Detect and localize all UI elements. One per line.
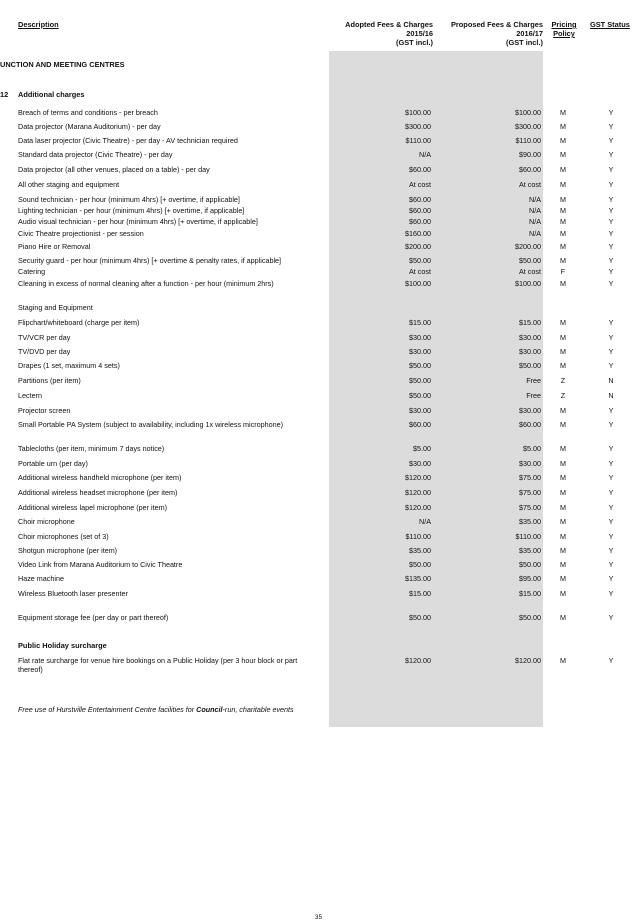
- table-row: [0, 108, 637, 118]
- gst-status: Y: [608, 546, 614, 555]
- proposed-fee: N/A: [529, 229, 541, 238]
- table-row: [0, 347, 637, 357]
- fee-description: Tablecloths (per item, minimum 7 days notice): [18, 444, 165, 453]
- table-row: [0, 180, 637, 190]
- gst-status: Y: [608, 333, 614, 342]
- adopted-fee: N/A: [419, 150, 431, 159]
- proposed-fee: N/A: [529, 217, 541, 226]
- gst-status: Y: [608, 589, 614, 598]
- pricing-policy: M: [560, 560, 566, 569]
- adopted-fee: At cost: [409, 267, 431, 276]
- fee-description: Piano Hire or Removal: [18, 242, 91, 251]
- table-row: [0, 503, 637, 513]
- proposed-fee: N/A: [529, 206, 541, 215]
- table-row: [0, 546, 637, 556]
- adopted-fee: $120.00: [405, 473, 431, 482]
- adopted-fee: $100.00: [405, 108, 431, 117]
- gst-status: Y: [608, 459, 614, 468]
- gst-status: Y: [608, 420, 614, 429]
- proposed-fee: $30.00: [519, 406, 541, 415]
- adopted-fee: $30.00: [409, 333, 431, 342]
- header-proposed-fees: Proposed Fees & Charges 2016/17 (GST incl.): [450, 20, 543, 47]
- pricing-policy: Z: [560, 391, 566, 400]
- proposed-fee: $50.00: [519, 613, 541, 622]
- table-row: [0, 459, 637, 469]
- gst-status: Y: [608, 517, 614, 526]
- adopted-fee: $60.00: [409, 206, 431, 215]
- fee-description: Cleaning in excess of normal cleaning after a function - per hour (minimum 2hrs): [18, 279, 274, 288]
- adopted-fee: $30.00: [409, 406, 431, 415]
- fee-description: Lectern: [18, 391, 42, 400]
- table-row: [0, 206, 637, 216]
- gst-status: Y: [608, 206, 614, 215]
- proposed-fee: Free: [526, 391, 541, 400]
- adopted-fee: $110.00: [405, 532, 431, 541]
- fee-description: Standard data projector (Civic Theatre) - per day: [18, 150, 173, 159]
- fee-description: Data projector (all other venues, placed on a table) - per day: [18, 165, 210, 174]
- proposed-fee: $50.00: [519, 361, 541, 370]
- table-row: [0, 165, 637, 175]
- fee-description: Portable urn (per day): [18, 459, 88, 468]
- gst-status: Y: [608, 256, 614, 265]
- adopted-fee: $35.00: [409, 546, 431, 555]
- pricing-policy: Z: [560, 376, 566, 385]
- gst-status: Y: [608, 488, 614, 497]
- adopted-fee: N/A: [419, 517, 431, 526]
- gst-status: Y: [608, 242, 614, 251]
- gst-status: Y: [608, 180, 614, 189]
- gst-status: Y: [608, 195, 614, 204]
- table-row: [0, 656, 637, 674]
- proposed-fee: $35.00: [519, 517, 541, 526]
- gst-status: Y: [608, 574, 614, 583]
- pricing-policy: F: [560, 267, 566, 276]
- pricing-policy: M: [560, 165, 566, 174]
- adopted-fee: $50.00: [409, 376, 431, 385]
- fee-description: Sound technician - per hour (minimum 4hrs) [+ overtime, if applicable]: [18, 195, 240, 204]
- pricing-policy: M: [560, 459, 566, 468]
- header-gst-status: GST Status: [590, 20, 630, 29]
- fee-description: Shotgun microphone (per item): [18, 546, 118, 555]
- table-row: [0, 613, 637, 623]
- table-row: [0, 256, 637, 266]
- table-row: [0, 318, 637, 328]
- proposed-fee: N/A: [529, 195, 541, 204]
- pricing-policy: M: [560, 279, 566, 288]
- proposed-fee: $100.00: [515, 108, 541, 117]
- proposed-fee: $50.00: [519, 256, 541, 265]
- table-row: [0, 217, 637, 227]
- pricing-policy: M: [560, 656, 566, 665]
- gst-status: Y: [608, 347, 614, 356]
- fee-description: Video Link from Marana Auditorium to Civic Theatre: [18, 560, 183, 569]
- gst-status: Y: [608, 613, 614, 622]
- pricing-policy: M: [560, 406, 566, 415]
- gst-status: N: [608, 376, 614, 385]
- adopted-fee: $300.00: [405, 122, 431, 131]
- pricing-policy: M: [560, 108, 566, 117]
- page-number: 35: [314, 914, 323, 921]
- gst-status: Y: [608, 318, 614, 327]
- pricing-policy: M: [560, 242, 566, 251]
- proposed-fee: $200.00: [515, 242, 541, 251]
- proposed-fee: $30.00: [519, 347, 541, 356]
- gst-status: Y: [608, 503, 614, 512]
- adopted-fee: $30.00: [409, 347, 431, 356]
- table-row: [0, 444, 637, 454]
- fee-description: Breach of terms and conditions - per breach: [18, 108, 158, 117]
- fee-description: Data projector (Marana Auditorium) - per day: [18, 122, 161, 131]
- subsection-number: 12: [0, 90, 9, 99]
- adopted-fee: $60.00: [409, 420, 431, 429]
- proposed-fee: At cost: [519, 267, 541, 276]
- adopted-fee: $60.00: [409, 217, 431, 226]
- proposed-fee: $35.00: [519, 546, 541, 555]
- table-row: [0, 122, 637, 132]
- adopted-fee: $50.00: [409, 560, 431, 569]
- table-row: [0, 589, 637, 599]
- proposed-fee: $30.00: [519, 459, 541, 468]
- pricing-policy: M: [560, 517, 566, 526]
- adopted-fee: $100.00: [405, 279, 431, 288]
- header-pricing-policy: Pricing Policy: [551, 20, 577, 38]
- table-row: [0, 532, 637, 542]
- subsection-title: Additional charges: [18, 90, 85, 99]
- gst-status: Y: [608, 150, 614, 159]
- adopted-fee: $120.00: [405, 656, 431, 665]
- gst-status: Y: [608, 108, 614, 117]
- fee-description: Choir microphones (set of 3): [18, 532, 109, 541]
- adopted-fee: $120.00: [405, 503, 431, 512]
- fee-description: Wireless Bluetooth laser presenter: [18, 589, 128, 598]
- fee-description: Flipchart/whiteboard (charge per item): [18, 318, 140, 327]
- proposed-fee: $60.00: [519, 165, 541, 174]
- fee-description: TV/VCR per day: [18, 333, 71, 342]
- proposed-fee: $75.00: [519, 473, 541, 482]
- fee-description: Civic Theatre projectionist - per session: [18, 229, 144, 238]
- gst-status: Y: [608, 406, 614, 415]
- pricing-policy: M: [560, 206, 566, 215]
- pricing-policy: M: [560, 503, 566, 512]
- fee-description: Additional wireless headset microphone (per item): [18, 488, 178, 497]
- table-row: [0, 279, 637, 289]
- footnote: Free use of Hurstville Entertainment Centre facilities for Council-run, charitable events: [18, 705, 294, 714]
- table-row: [0, 574, 637, 584]
- table-row: [0, 150, 637, 160]
- pricing-policy: M: [560, 256, 566, 265]
- section-title: UNCTION AND MEETING CENTRES: [0, 60, 125, 69]
- gst-status: Y: [608, 217, 614, 226]
- pricing-policy: M: [560, 333, 566, 342]
- pricing-policy: M: [560, 136, 566, 145]
- proposed-fee: $90.00: [519, 150, 541, 159]
- adopted-fee: At cost: [409, 180, 431, 189]
- table-row: [0, 488, 637, 498]
- fee-description: Staging and Equipment: [18, 303, 93, 312]
- header-description: Description: [18, 20, 59, 29]
- gst-status: Y: [608, 361, 614, 370]
- fee-description: Catering: [18, 267, 46, 276]
- gst-status: Y: [608, 560, 614, 569]
- pricing-policy: M: [560, 444, 566, 453]
- fee-description: TV/DVD per day: [18, 347, 71, 356]
- proposed-fee: $15.00: [519, 589, 541, 598]
- gst-status: Y: [608, 279, 614, 288]
- adopted-fee: $200.00: [405, 242, 431, 251]
- fee-description: Flat rate surcharge for venue hire bookings on a Public Holiday (per 3 hour block or part thereof): [18, 656, 298, 674]
- adopted-fee: $50.00: [409, 256, 431, 265]
- pricing-policy: M: [560, 546, 566, 555]
- fee-description: Additional wireless handheld microphone (per item): [18, 473, 182, 482]
- pricing-policy: M: [560, 347, 566, 356]
- proposed-fee: $120.00: [515, 656, 541, 665]
- table-row: [0, 229, 637, 239]
- adopted-fee: $15.00: [409, 318, 431, 327]
- pricing-policy: M: [560, 589, 566, 598]
- fee-description: Lighting technician - per hour (minimum 4hrs) [+ overtime, if applicable]: [18, 206, 245, 215]
- pricing-policy: M: [560, 420, 566, 429]
- table-row: [0, 406, 637, 416]
- adopted-fee: $15.00: [409, 589, 431, 598]
- table-row: [0, 303, 637, 313]
- gst-status: Y: [608, 444, 614, 453]
- fee-description: Small Portable PA System (subject to availability, including 1x wireless microphone): [18, 420, 283, 429]
- gst-status: Y: [608, 473, 614, 482]
- table-row: [0, 376, 637, 386]
- pricing-policy: M: [560, 613, 566, 622]
- adopted-fee: $60.00: [409, 165, 431, 174]
- pricing-policy: M: [560, 488, 566, 497]
- fee-description: Choir microphone: [18, 517, 75, 526]
- gst-status: Y: [608, 532, 614, 541]
- fee-description: Audio visual technician - per hour (minimum 4hrs) [+ overtime, if applicable]: [18, 217, 258, 226]
- proposed-fee: $15.00: [519, 318, 541, 327]
- proposed-fee: $50.00: [519, 560, 541, 569]
- proposed-fee: $110.00: [515, 136, 541, 145]
- proposed-fee: $75.00: [519, 488, 541, 497]
- table-row: [0, 242, 637, 252]
- pricing-policy: M: [560, 574, 566, 583]
- adopted-fee: $110.00: [405, 136, 431, 145]
- proposed-fee: Free: [526, 376, 541, 385]
- adopted-fee: $60.00: [409, 195, 431, 204]
- table-row: [0, 560, 637, 570]
- gst-status: Y: [608, 136, 614, 145]
- adopted-fee: $135.00: [405, 574, 431, 583]
- fee-description: Projector screen: [18, 406, 71, 415]
- proposed-fee: $300.00: [515, 122, 541, 131]
- gst-status: Y: [608, 267, 614, 276]
- proposed-fee: $60.00: [519, 420, 541, 429]
- table-row: [0, 136, 637, 146]
- gst-status: Y: [608, 229, 614, 238]
- adopted-fee: $50.00: [409, 613, 431, 622]
- adopted-fee: $120.00: [405, 488, 431, 497]
- fee-description: Drapes (1 set, maximum 4 sets): [18, 361, 120, 370]
- public-holiday-title: Public Holiday surcharge: [18, 641, 107, 650]
- gst-status: Y: [608, 656, 614, 665]
- pricing-policy: M: [560, 180, 566, 189]
- pricing-policy: M: [560, 150, 566, 159]
- table-row: [0, 473, 637, 483]
- pricing-policy: M: [560, 217, 566, 226]
- fee-description: All other staging and equipment: [18, 180, 120, 189]
- proposed-fee: $95.00: [519, 574, 541, 583]
- pricing-policy: M: [560, 318, 566, 327]
- gst-status: N: [608, 391, 614, 400]
- adopted-fee: $50.00: [409, 391, 431, 400]
- table-row: [0, 333, 637, 343]
- proposed-fee: $30.00: [519, 333, 541, 342]
- pricing-policy: M: [560, 122, 566, 131]
- proposed-fee: $110.00: [515, 532, 541, 541]
- header-adopted-fees: Adopted Fees & Charges 2015/16 (GST incl.): [345, 20, 433, 47]
- proposed-fee: $5.00: [523, 444, 541, 453]
- pricing-policy: M: [560, 361, 566, 370]
- fee-description: Partitions (per item): [18, 376, 81, 385]
- table-row: [0, 195, 637, 205]
- pricing-policy: M: [560, 532, 566, 541]
- proposed-fee: At cost: [519, 180, 541, 189]
- adopted-fee: $5.00: [413, 444, 431, 453]
- pricing-policy: M: [560, 473, 566, 482]
- fee-description: Security guard - per hour (minimum 4hrs) [+ overtime & penalty rates, if applicable]: [18, 256, 282, 265]
- gst-status: Y: [608, 165, 614, 174]
- table-row: [0, 517, 637, 527]
- table-row: [0, 420, 637, 430]
- adopted-fee: $50.00: [409, 361, 431, 370]
- table-row: [0, 267, 637, 277]
- fee-description: Haze machine: [18, 574, 64, 583]
- pricing-policy: M: [560, 195, 566, 204]
- gst-status: Y: [608, 122, 614, 131]
- table-row: [0, 361, 637, 371]
- adopted-fee: $30.00: [409, 459, 431, 468]
- fee-description: Data laser projector (Civic Theatre) - per day - AV technician required: [18, 136, 238, 145]
- fee-description: Additional wireless lapel microphone (per item): [18, 503, 168, 512]
- table-row: [0, 391, 637, 401]
- proposed-fee: $100.00: [515, 279, 541, 288]
- proposed-fee: $75.00: [519, 503, 541, 512]
- pricing-policy: M: [560, 229, 566, 238]
- fee-description: Equipment storage fee (per day or part thereof): [18, 613, 169, 622]
- adopted-fee: $160.00: [405, 229, 431, 238]
